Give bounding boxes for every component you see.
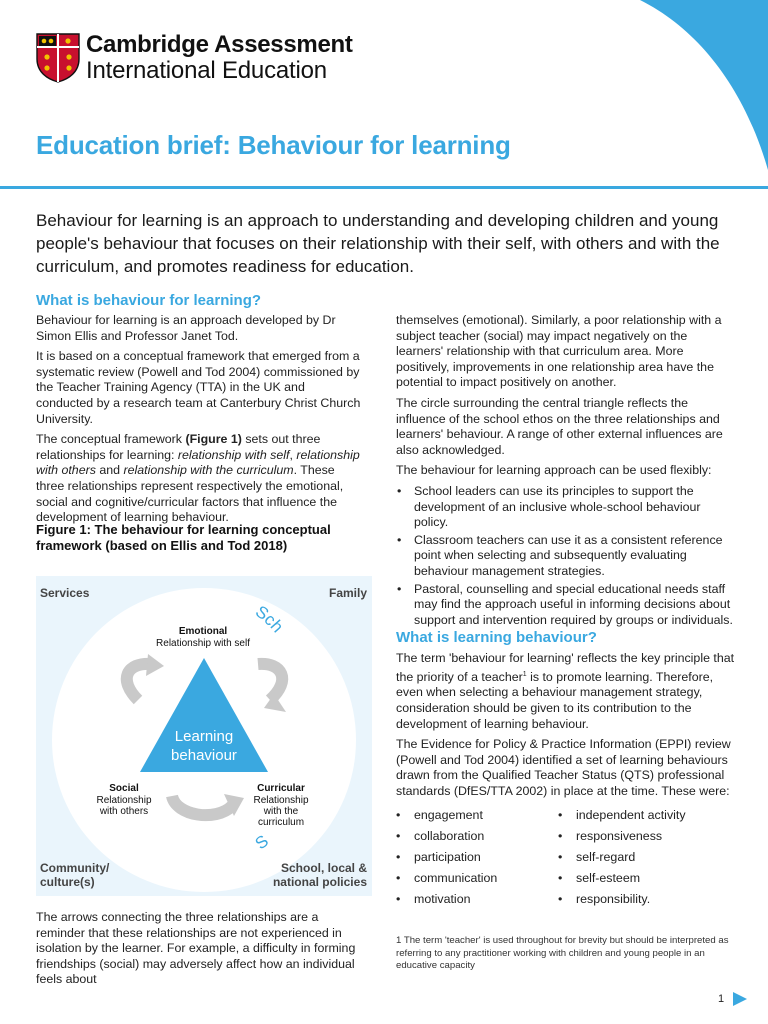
learning-label-1: Learning	[174, 728, 234, 745]
social-sub-label-1: Relationship	[96, 795, 152, 806]
list-item: • Pastoral, counselling and special educational needs staff may find the approach useful in informing decisions about support and intervention required by groups or individuals.	[414, 582, 736, 629]
emotional-label: Emotional	[178, 626, 228, 637]
list-item: • self-regard	[558, 847, 728, 868]
left-paragraph-1: Behaviour for learning is an approach developed by Dr Simon Ellis and Professor Janet Tod.	[36, 313, 336, 343]
right-paragraph-5: The Evidence for Policy & Practice Information (EPPI) review (Powell and Tod 2004) identified a set of learning behaviours drawn from the Qualified Teacher Status (QTS) professional standards (DfES/TTA 2002) in place at the time. These were:	[396, 737, 731, 798]
list-item: • collaboration	[396, 826, 546, 847]
family-label: Family	[328, 586, 367, 600]
list-item: • motivation	[396, 889, 546, 910]
after-figure-paragraph: The arrows connecting the three relationships are a reminder that these relationships are not experienced in isolation by the learner. For example, a difficulty in forming friendships (social) may adversely affect how an individual feels about	[36, 910, 356, 987]
behaviours-list-b	[558, 805, 728, 910]
curricular-label: Curricular	[257, 783, 305, 794]
next-page-arrow-icon[interactable]	[732, 991, 748, 1007]
left-paragraph-2: It is based on a conceptual framework that emerged from a systematic review (Powell and Tod 2004) commissioned by the Teacher Training Agency (TTA) in the UK and conducted by a research team at Canterbury Christ Church University.	[36, 349, 361, 426]
right-column	[396, 313, 736, 634]
logo-line-1: Cambridge Assessment	[86, 31, 353, 58]
right-paragraph-1: themselves (emotional). Similarly, a poor relationship with a subject teacher (social) may impact negatively on the learners' relationship with that curriculum area. More positively, improvements in one relationship area have the potential to impact positively on another.	[396, 313, 722, 390]
intro-paragraph: Behaviour for learning is an approach to understanding and developing children and young people's behaviour that focuses on their relationship with their self, with others and with the curriculum, and promotes readiness for education.	[36, 211, 720, 276]
cambridge-shield-logo	[36, 33, 80, 83]
page-number: 1	[718, 993, 725, 1005]
curricular-sub-label-2: with the	[263, 806, 299, 817]
title-rule	[0, 186, 768, 189]
list-item: • School leaders can use its principles to support the development of an inclusive whole-school behaviour policy.	[414, 484, 736, 531]
list-item: • communication	[396, 868, 546, 889]
services-label: Services	[40, 586, 90, 600]
figure-reference: (Figure 1)	[185, 432, 242, 447]
footnote: 1 The term 'teacher' is used throughout for brevity but should be interpreted as referring to any practitioner working with children and young people in an educative capacity	[396, 935, 729, 971]
school-policies-label-1: School, local &	[280, 861, 367, 875]
community-label-2: culture(s)	[40, 875, 95, 889]
page-title: Education brief: Behaviour for learning	[36, 130, 511, 160]
list-item: • independent activity	[558, 805, 728, 826]
right-paragraph-3: The behaviour for learning approach can be used flexibly:	[396, 463, 712, 478]
logo-line-2: International Education	[86, 57, 327, 84]
list-item: • responsibility.	[558, 889, 728, 910]
curricular-sub-label-1: Relationship	[253, 795, 309, 806]
curricular-sub-label-3: curriculum	[257, 817, 305, 828]
list-item: • Classroom teachers can use it as a consistent reference point when selecting and subsequently evaluating behaviour management strategies.	[414, 533, 736, 580]
list-item: • self-esteem	[558, 868, 728, 889]
school-ethos-bottom-label: S	[251, 831, 273, 854]
left-paragraph-3: The conceptual framework (Figure 1) sets out three relationships for learning: relationship with self, relationship with others and relationship with the curriculum. These three relationships represent respectively the emotional, social and cognitive/curricular factors that influence the development of learning behaviour.	[36, 432, 360, 525]
logo-wordmark	[86, 32, 353, 84]
right-paragraph-2: The circle surrounding the central triangle reflects the influence of the school ethos on the three relationships and learners' behaviour. A range of other external influences are also acknowledged.	[396, 395, 723, 457]
left-column	[36, 313, 362, 531]
flexible-use-list	[396, 484, 736, 628]
school-ethos-top-label: Sch	[251, 601, 288, 637]
footnote-marker: 1	[522, 670, 527, 678]
header-swoosh	[0, 0, 768, 200]
school-policies-label-2: national policies	[272, 875, 367, 889]
list-item: • participation	[396, 847, 546, 868]
learning-label-2: behaviour	[171, 747, 237, 764]
right-paragraph-4: The term 'behaviour for learning' reflects the key principle that the priority of a teacher$^1$ is to promote learning. Therefore, even when selecting a behaviour management strategy, consideration should be given to its contribution to the development of learning behaviour.	[396, 651, 735, 731]
emotional-sub-label: Relationship with self	[156, 638, 250, 649]
section-heading-learning-behaviour: What is learning behaviour?	[396, 629, 597, 646]
section-heading-what-is-bfl: What is behaviour for learning?	[36, 292, 262, 309]
framework-diagram	[36, 576, 372, 896]
behaviours-list-a	[396, 805, 546, 910]
community-label-1: Community/	[40, 861, 110, 875]
framework-figure	[36, 576, 372, 896]
list-item: • responsiveness	[558, 826, 728, 847]
social-label: Social	[109, 783, 139, 794]
figure-caption: Figure 1: The behaviour for learning conceptual framework (based on Ellis and Tod 2018)	[36, 522, 331, 553]
social-sub-label-2: with others	[99, 806, 149, 817]
list-item: • engagement	[396, 805, 546, 826]
right-column-lower	[396, 651, 736, 804]
